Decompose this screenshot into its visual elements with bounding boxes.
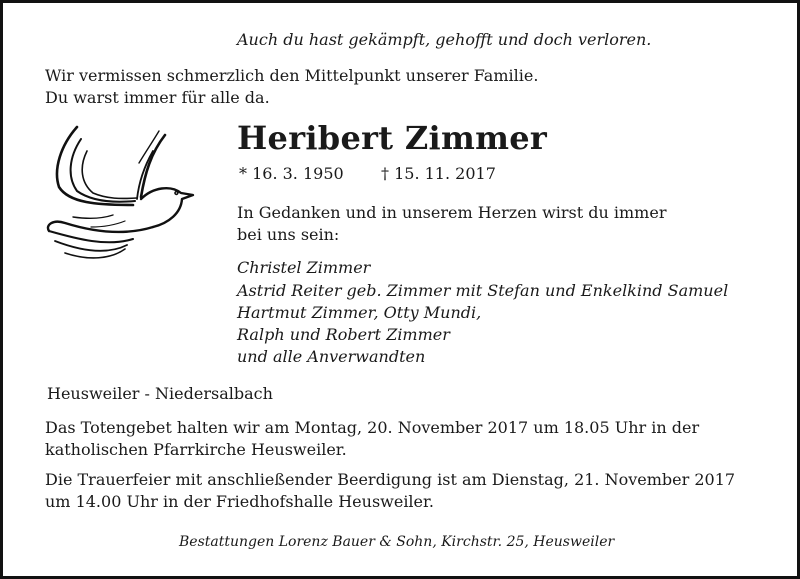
death-date: † 15. 11. 2017 bbox=[381, 164, 496, 183]
prayer-line-2: katholischen Pfarrkirche Heusweiler. bbox=[45, 440, 347, 459]
remembrance-line-1: In Gedanken und in unserem Herzen wirst du immer bbox=[237, 203, 667, 222]
mourner-line: Ralph und Robert Zimmer bbox=[237, 325, 450, 344]
remembrance-line-2: bei uns sein: bbox=[237, 225, 340, 244]
birth-date: * 16. 3. 1950 bbox=[239, 164, 344, 183]
funeral-line-2: um 14.00 Uhr in der Friedhofshalle Heusweiler. bbox=[45, 492, 434, 511]
funeral-line-1: Die Trauerfeier mit anschließender Beerdigung ist am Dienstag, 21. November 2017 bbox=[45, 470, 736, 489]
mourner-line: und alle Anverwandten bbox=[237, 347, 426, 366]
prayer-line-1: Das Totengebet halten wir am Montag, 20. November 2017 um 18.05 Uhr in der bbox=[45, 418, 700, 437]
intro-line-2: Du warst immer für alle da. bbox=[45, 88, 270, 107]
place: Heusweiler - Niedersalbach bbox=[47, 384, 273, 403]
deceased-name: Heribert Zimmer bbox=[237, 119, 548, 157]
mourner-line: Hartmut Zimmer, Otty Mundi, bbox=[237, 303, 482, 322]
motto: Auch du hast gekämpft, gehofft und doch verloren. bbox=[237, 30, 652, 49]
undertaker: Bestattungen Lorenz Bauer & Sohn, Kirchstr. 25, Heusweiler bbox=[179, 534, 615, 550]
mourner-line: Astrid Reiter geb. Zimmer mit Stefan und Enkelkind Samuel bbox=[237, 281, 729, 300]
intro-line-1: Wir vermissen schmerzlich den Mittelpunkt unserer Familie. bbox=[45, 66, 539, 85]
mourner-line: Christel Zimmer bbox=[237, 258, 371, 277]
dove-icon bbox=[41, 121, 207, 265]
